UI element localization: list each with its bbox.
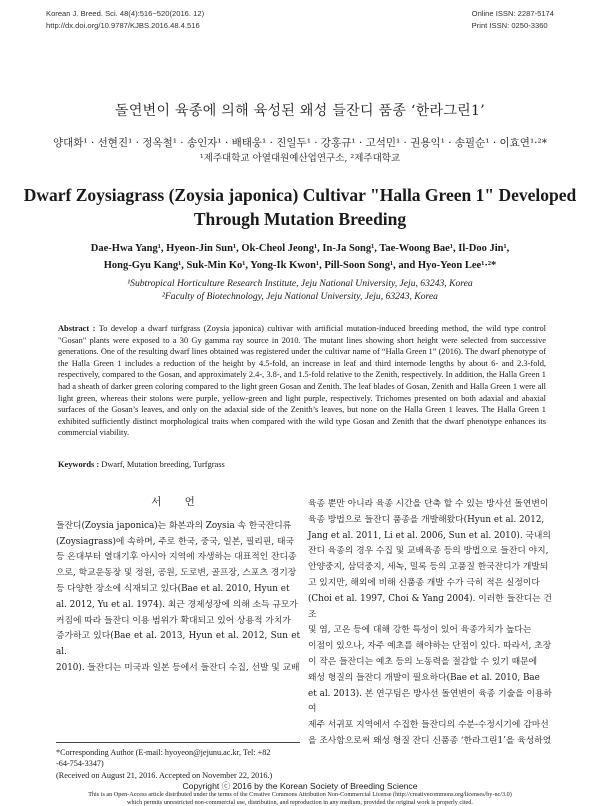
corresponding-line1: *Corresponding Author (E-mail: hyoyeon@jejunu.ac.kr, Tel: +82 [56,747,300,758]
english-title-line1: Dwarf Zoysiagrass (Zoysia japonica) Cultivar "Halla Green 1" Developed [0,183,600,207]
english-title-line2: Through Mutation Breeding [0,207,600,231]
abstract-text: To develop a dwarf turfgrass (Zoysia japonica) cultivar with artificial mutation-induced breeding method, the wild type control "Gosan" plants were exposed to a 30 Gy gamma ray source in 2010. The mutant lines showing short height were selected from successive generations. One of the resulting dwarf lines obtained was registered under the cultivar name of “Halla Green 1” (2016). The dwarf phenotype of the Halla Green 1 includes a reduction of the height by 4.5-fold, an increase in leaf and third internode lengths by about 6- and 2.3-fold, respectively, compared to the Gosan, and approximately 2.4-, 3.8-, and 1.5-fold relative to the Zenith, respectively. In addition, the Halla Green 1 had a sheath of darker green coloring compared to the light green Gosan and Zenith. The leaf blades of Gosan, Zenith and Halla Green 1 were all light green, whereas their stolons were purple, yellow-green and light purple, respectively. Trichomes presented on both adaxial and abaxial surfaces of the Gosan’s leaves, and only on the adaxial side of the Zenith’s leaves, but none on the Halla Green 1 leaves. The Halla Green 1 exhibited sufficiently distinct morphological traits when compared with the wild type Gosan and Zenith that the dwarf phenotype enhances its commercial viability. [58,324,546,437]
body-line: 증가하고 있다(Bae et al. 2013, Hyun et al. 2012, Sun et al. [56,629,300,661]
body-line: 으로, 학교운동장 및 정원, 공원, 도로변, 골프장, 스포츠 경기장 [56,566,300,582]
body-line: (Choi et al. 1997, Choi & Yang 2004). 이러한 들잔디는 건조 [308,592,552,624]
body-line: Jang et al. 2011, Li et al. 2006, Sun et al. 2010). 국내의 [308,529,552,545]
body-line: 들잔디(Zoysia japonica)는 화본과의 Zoysia 속 한국잔디류 [56,519,300,535]
body-line: 이점이 있으나, 자주 예초를 해야하는 단점이 있다. 따라서, 초장 [308,639,552,655]
korean-author-block [0,135,600,167]
keywords-label: Keywords : [58,460,99,469]
body-line: 육종 방법으로 들잔디 품종을 개발해왔다(Hyun et al. 2012, [308,513,552,529]
english-title [0,183,600,231]
affiliation-1: ¹Subtropical Horticulture Research Institute, Jeju National University, Jeju, 63243, Korea [0,277,600,290]
keywords-text: Dwarf, Mutation breeding, Turfgrass [101,460,225,469]
body-line: 이 작은 들잔디는 예초 등의 노동력을 절감할 수 있기 때문에 [308,655,552,671]
body-line: 왜성 형질의 들잔디 개발이 필요하다(Bae et al. 2010, Bae [308,671,552,687]
abstract-label: Abstract : [58,324,95,333]
corresponding-line2: -64-754-3347) [56,758,300,769]
abstract [58,323,546,439]
body-line: 등 온대부터 열대기후 아시아 지역에 자생하는 대표적인 잔디종 [56,550,300,566]
korean-affiliation: ¹제주대학교 아열대원예산업연구소, ²제주대학교 [0,151,600,167]
license-line1: This is an Open-Access article distributed under the terms of the Creative Commons Attribution Non-Commercial License (http://creativecommons.org/licenses/by-nc/3.0) [0,791,600,799]
affiliation-2: ²Faculty of Biotechnology, Jeju National University, Jeju, 63243, Korea [0,290,600,303]
body-left-column [56,495,300,677]
korean-authors: 양대화¹ · 선현진¹ · 정옥철¹ · 송인자¹ · 배태웅¹ · 진일두¹ · 강홍규¹ · 고석민¹ · 권용익¹ · 송필순¹ · 이효연¹·²* [0,135,600,151]
body-line: 고 있지만, 해외에 비해 신품종 개발 수가 극히 적은 실정이다 [308,576,552,592]
copyright: Copyright ⓒ 2016 by the Korean Society of Breeding Science [0,780,600,792]
body-line: 등 다양한 장소에 식재되고 있다(Bae et al. 2010, Hyun et [56,582,300,598]
body-line: 을 조사함으로써 왜성 형질 잔디 신품종 ‘한라그린1’을 육성하였 [308,734,552,750]
license-line2: which permits unrestricted non-commercial use, distribution, and reproduction in any medium, provided the original work is properly cited. [0,799,600,806]
journal-citation: Korean J. Breed. Sci. 48(4):516~520(2016. 12) [46,8,204,20]
english-authors-line2: Hong-Gyu Kang¹, Suk-Min Ko¹, Yong-Ik Kwon¹, Pill-Soon Song¹, and Hyo-Yeon Lee¹·²* [0,257,600,274]
english-affiliations [0,277,600,303]
section-title-introduction: 서 언 [56,495,300,511]
doi-link[interactable]: http://dx.doi.org/10.9787/KJBS.2016.48.4.516 [46,20,204,32]
body-line: 잔디 육종의 경우 수집 및 교배육종 등의 방법으로 들잔디 야지, [308,544,552,560]
corresponding-author-footnote [56,742,300,769]
body-line: 2010). 들잔디는 미국과 일본 등에서 들잔디 수집, 선발 및 교배 [56,661,300,677]
print-issn: Print ISSN: 0250-3360 [472,20,554,32]
keywords [58,460,225,469]
license-notice [0,791,600,806]
body-line: 안양중지, 삼덕중지, 세녹, 밀록 등의 고품질 한국잔디가 개발되 [308,560,552,576]
received-date: (Received on August 21, 2016. Accepted on November 22, 2016.) [56,771,272,780]
body-line: (Zoysiagrass)에 속하며, 주로 한국, 중국, 일본, 필리핀, 태국 [56,535,300,551]
body-line: 육종 뿐만 아니라 육종 시간을 단축 할 수 있는 방사선 돌연변이 [308,497,552,513]
body-line: al. 2012, Yu et al. 1974). 최근 경제성장에 의해 소득 규모가 [56,598,300,614]
online-issn: Online ISSN: 2287-5174 [472,8,554,20]
english-authors [0,240,600,274]
body-line: 및 염, 고온 등에 대해 강한 특성이 있어 육종가치가 높다는 [308,623,552,639]
body-right-column [308,497,552,750]
body-line: 제주 서귀포 지역에서 수집한 들잔디의 수분-수정시기에 감마선 [308,718,552,734]
body-line: 커짐에 따라 들잔디 이용 범위가 확대되고 있어 상용적 가치가 [56,614,300,630]
english-authors-line1: Dae-Hwa Yang¹, Hyeon-Jin Sun¹, Ok-Cheol Jeong¹, In-Ja Song¹, Tae-Woong Bae¹, Il-Doo Jin¹, [0,240,600,257]
korean-title: 돌연변이 육종에 의해 육성된 왜성 들잔디 품종 ‘한라그린1’ [0,100,600,120]
issn-header [472,8,554,32]
body-line: et al. 2013). 본 연구팀은 방사선 돌연변이 육종 기술을 이용하여 [308,687,552,719]
journal-header [46,8,204,32]
